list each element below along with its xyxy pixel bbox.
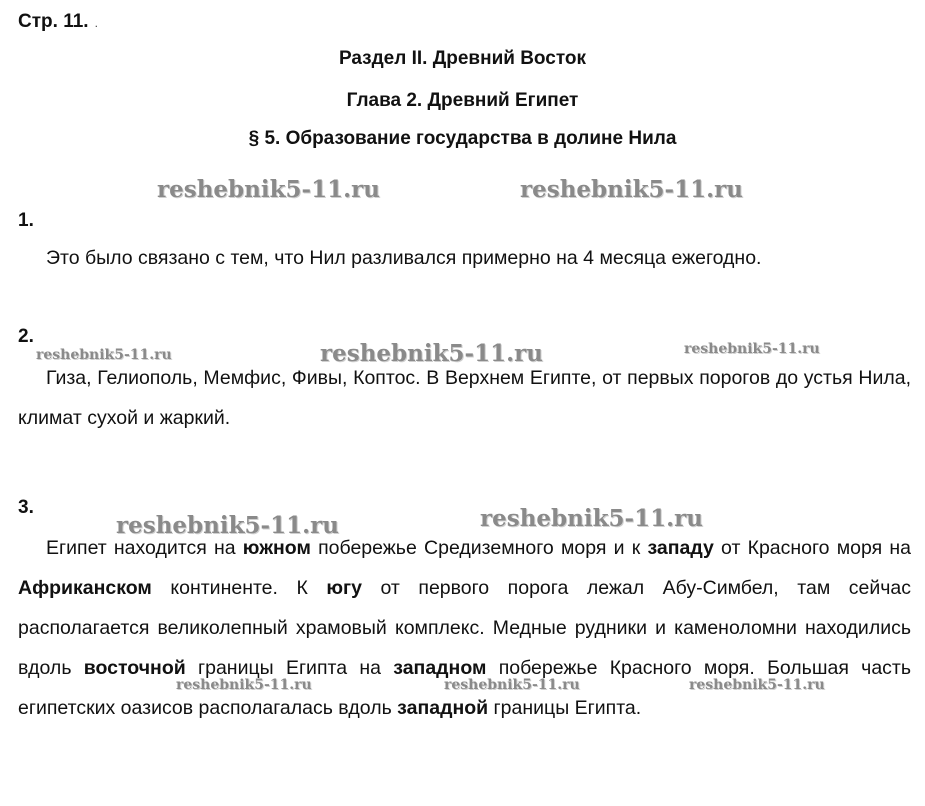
- paragraph-title: § 5. Образование государства в долине Нила: [248, 128, 677, 149]
- page-mark: .: [94, 16, 98, 30]
- bold-term: западном: [393, 657, 487, 679]
- answer-text: Это было связано с тем, что Нил разливался примерно на 4 месяца ежегодно.: [46, 247, 762, 269]
- bold-term: западу: [647, 537, 714, 559]
- watermark: reshebnik5-11.ru: [689, 677, 825, 693]
- chapter-title: Глава 2. Древний Египет: [346, 90, 579, 111]
- answer-text: [18, 528, 911, 728]
- watermark: reshebnik5-11.ru: [444, 677, 580, 693]
- watermark: reshebnik5-11.ru: [684, 341, 820, 357]
- bold-term: восточной: [83, 657, 186, 679]
- text-run: границы Египта на: [185, 657, 394, 679]
- section-title: Раздел II. Древний Восток: [338, 48, 587, 69]
- question-number: 2.: [18, 326, 34, 347]
- text-run: побережье Средиземного моря и к: [310, 537, 648, 559]
- page-number-text: Стр. 11.: [18, 11, 89, 32]
- bold-term: южном: [242, 537, 311, 559]
- page-number: [18, 11, 98, 33]
- question-number: 1.: [18, 210, 34, 231]
- watermark: reshebnik5-11.ru: [36, 347, 172, 363]
- answer-text: Гиза, Гелиополь, Мемфис, Фивы, Коптос. В Верхнем Египте, от первых порогов до устья Нила, климат сухой и жаркий.: [18, 367, 911, 429]
- text-run: Египет находится на: [46, 537, 243, 559]
- watermark: reshebnik5-11.ru: [176, 677, 312, 693]
- watermark: reshebnik5-11.ru: [320, 340, 543, 367]
- watermark: reshebnik5-11.ru: [520, 176, 743, 203]
- text-run: от Красного моря на: [713, 537, 911, 559]
- bold-term: Африканском: [18, 577, 152, 599]
- text-run: границы Египта.: [488, 697, 642, 719]
- watermark: reshebnik5-11.ru: [480, 505, 703, 532]
- text-run: побережье Красного моря. Большая часть египетских оазисов располагалась вдоль: [18, 657, 912, 719]
- text-run: континенте. К: [151, 577, 327, 599]
- text-run: от первого порога лежал Абу-Симбел, там сейчас располагается великолепный храмовый комплекс. Медные рудники и каменоломни находились вдоль: [18, 577, 911, 679]
- bold-term: западной: [397, 697, 489, 719]
- watermark: reshebnik5-11.ru: [116, 512, 339, 539]
- bold-term: югу: [326, 577, 362, 599]
- question-number: 3.: [18, 497, 34, 518]
- watermark: reshebnik5-11.ru: [157, 176, 380, 203]
